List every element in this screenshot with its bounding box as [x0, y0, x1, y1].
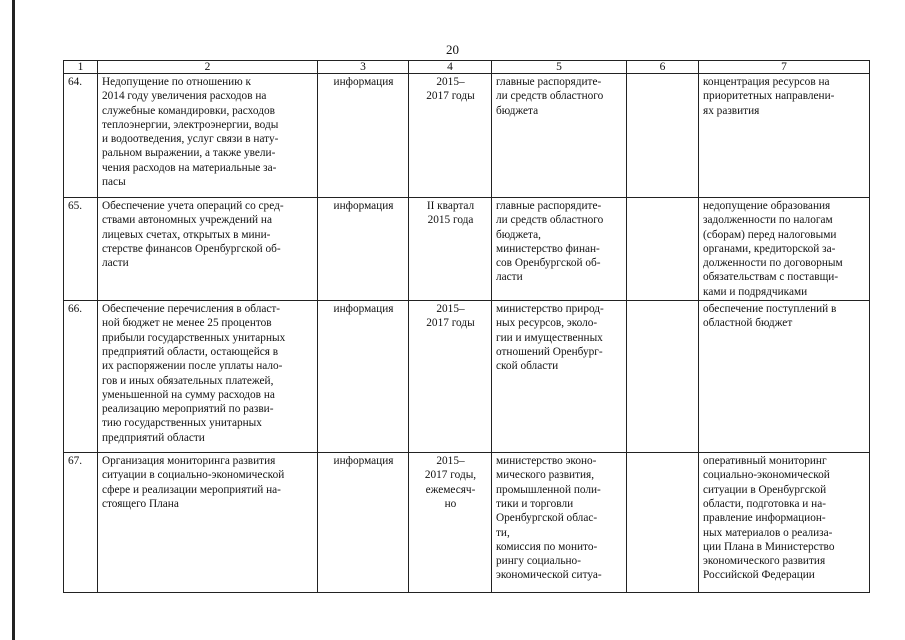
- executor-cell: министерство эконо- мического развития, промышленной поли- тики и торговли Оренбургской облас- ти, комиссия по монито- рингу социально- экономической ситуа-: [492, 453, 627, 593]
- empty-cell: [627, 198, 699, 301]
- left-margin-rule: [12, 0, 15, 640]
- result-cell: недопущение образования задолженности по налогам (сборам) перед налоговыми органами, кредиторской за- долженности по договорным обязательствам с поставщи- ками и подрядчиками: [699, 198, 870, 301]
- column-header-4: 4: [409, 61, 492, 74]
- empty-cell: [627, 301, 699, 453]
- empty-cell: [627, 74, 699, 198]
- row-number: 66.: [64, 301, 98, 453]
- term-cell: 2015– 2017 годы, ежемесяч- но: [409, 453, 492, 593]
- row-number: 67.: [64, 453, 98, 593]
- measure-cell: Обеспечение учета операций со сред- ствами автономных учреждений на лицевых счетах, открытых в мини- стерстве финансов Оренбургской об- ласти: [98, 198, 318, 301]
- term-cell: 2015– 2017 годы: [409, 301, 492, 453]
- result-cell: обеспечение поступлений в областной бюджет: [699, 301, 870, 453]
- header-row: [64, 61, 870, 74]
- executor-cell: министерство природ- ных ресурсов, эколо- гии и имущественных отношений Оренбург- ской области: [492, 301, 627, 453]
- form-cell: информация: [318, 453, 409, 593]
- measure-cell: Организация мониторинга развития ситуации в социально-экономической сфере и реализации мероприятий на- стоящего Плана: [98, 453, 318, 593]
- column-header-2: 2: [98, 61, 318, 74]
- executor-cell: главные распорядите- ли средств областного бюджета: [492, 74, 627, 198]
- column-header-3: 3: [318, 61, 409, 74]
- result-cell: оперативный мониторинг социально-экономической ситуации в Оренбургской области, подготовка и на- правление информацион- ных материалов о реализа- ции Плана в Министерство экономического развития Российской Федерации: [699, 453, 870, 593]
- column-header-7: 7: [699, 61, 870, 74]
- table-row: [64, 74, 870, 198]
- measure-cell: Обеспечение перечисления в област- ной бюджет не менее 25 процентов прибыли государственных унитарных предприятий области, остающейся в их распоряжении после уплаты нало- гов и иных обязательных платежей, уменьшенной на сумму расходов на реализацию мероприятий по разви- тию государственных унитарных предприятий области: [98, 301, 318, 453]
- form-cell: информация: [318, 198, 409, 301]
- measure-cell: Недопущение по отношению к 2014 году увеличения расходов на служебные командировки, расходов теплоэнергии, электроэнергии, воды и водоотведения, услуг связи в нату- ральном выражении, а также увели- чения расходов на материальные за- пасы: [98, 74, 318, 198]
- term-cell: II квартал 2015 года: [409, 198, 492, 301]
- form-cell: информация: [318, 74, 409, 198]
- page-number: 20: [446, 42, 459, 57]
- row-number: 65.: [64, 198, 98, 301]
- table-row: [64, 301, 870, 453]
- column-header-1: 1: [64, 61, 98, 74]
- column-header-6: 6: [627, 61, 699, 74]
- form-cell: информация: [318, 301, 409, 453]
- result-cell: концентрация ресурсов на приоритетных направлени- ях развития: [699, 74, 870, 198]
- executor-cell: главные распорядите- ли средств областного бюджета, министерство финан- сов Оренбургской об- ласти: [492, 198, 627, 301]
- table-row: [64, 198, 870, 301]
- table-row: [64, 453, 870, 593]
- column-header-5: 5: [492, 61, 627, 74]
- term-cell: 2015– 2017 годы: [409, 74, 492, 198]
- empty-cell: [627, 453, 699, 593]
- measures-table: [63, 60, 870, 593]
- row-number: 64.: [64, 74, 98, 198]
